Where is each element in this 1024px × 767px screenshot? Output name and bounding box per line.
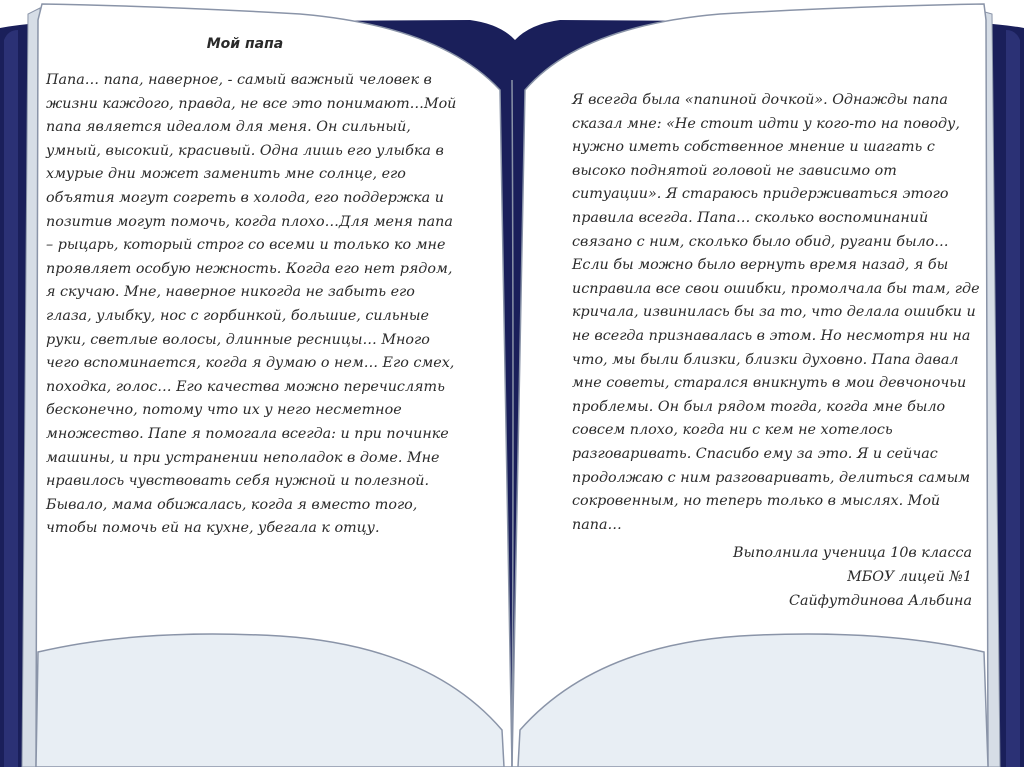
essay-title: Мой папа bbox=[206, 36, 284, 52]
signature-line-school: МБОУ лицей №1 bbox=[847, 569, 972, 585]
right-page-text: Я всегда была «папиной дочкой». Однажды папа сказал мне: «Не стоит идти у кого-то на поводу, нужно иметь собственное мнение и шагать с высоко поднятой головой не зависимо от ситуации». Я стараюсь придерживаться этого правила всегда. Папа… сколько воспоминаний связано с ним, сколько было обид, ругани было… Если бы можно было вернуть время назад, я бы исправила все свои ошибки, промолчала бы там, где кричала, извинилась бы за то, что делала ошибки и не всегда признавалась в этом. Но несмотря ни на что, мы были близки, близки духовно. Папа давал мне советы, старался вникнуть в мои девчоночьи проблемы. Он был рядом тогда, когда мне было совсем плохо, когда ни с кем не хотелось разговаривать. Спасибо ему за это. Я и сейчас продолжаю с ним разговаривать, делиться самым сокровенным, но теперь только в мыслях. Мой папа… bbox=[572, 92, 980, 533]
signature-line-author: Сайфутдинова Альбина bbox=[789, 593, 972, 609]
cover-edge-right bbox=[1006, 30, 1020, 767]
left-page-text: Папа… папа, наверное, - самый важный человек в жизни каждого, правда, не все это понимают…Мой папа является идеалом для меня. Он сильный, умный, высокий, красивый. Одна лишь его улыбка в хмурые дни может заменить мне солнце, его объятия могут согреть в холода, его поддержка и позитив могут помочь, когда плохо…Для меня папа – рыцарь, который строг со всеми и только ко мне проявляет особую нежность. Когда его нет рядом, я скучаю. Мне, наверное никогда не забыть его глаза, улыбку, нос с горбинкой, большие, сильные руки, светлые волосы, длинные ресницы… Много чего вспоминается, когда я думаю о нем… Его смех, походка, голос… Его качества можно перечислять бесконечно, потому что их у него несметное множество. Папе я помогала всегда: и при починке машины, и при устранении неполадок в доме. Мне нравилось чувствовать себя нужной и полезной. Бывало, мама обижалась, когда я вместо того, чтобы помочь ей на кухне, убегала к отцу. bbox=[46, 72, 457, 537]
cover-edge-left bbox=[4, 30, 18, 767]
signature-line-class: Выполнила ученица 10в класса bbox=[733, 545, 972, 561]
